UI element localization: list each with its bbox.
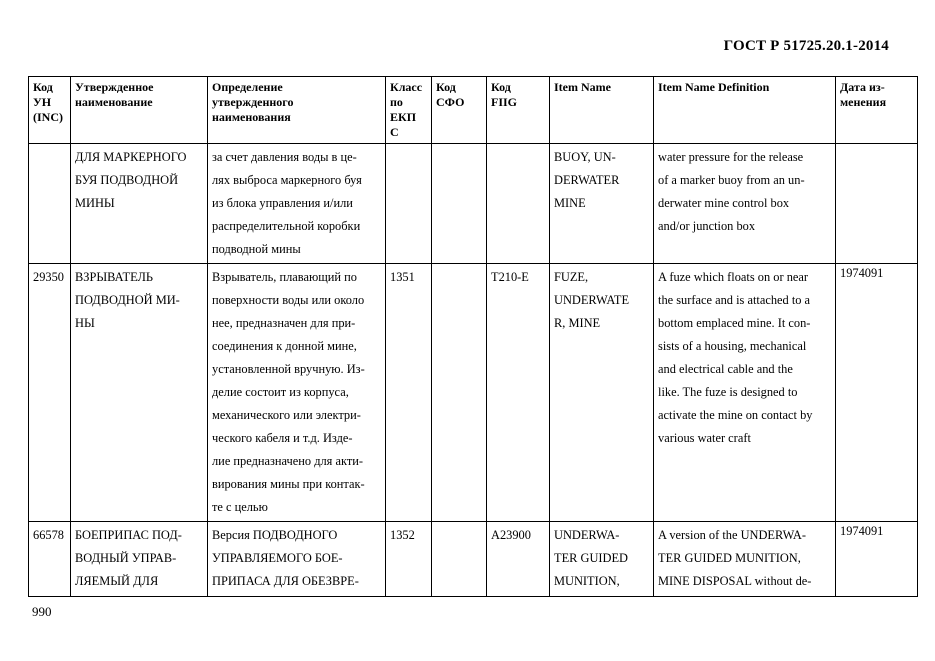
cell-sfo <box>432 264 487 522</box>
cell-class: 1351 <box>386 264 432 522</box>
header-inc: Код УН (INC) <box>29 77 71 144</box>
table-row <box>29 144 918 264</box>
cell-definition: Взрыватель, плавающий по поверхности воды или около нее, предназначен для при- соединения к донной мине, установленной вручную. Из- делие состоит из корпуса, механического или электри- ческого кабеля и т.д. Изде- лие предназначено для акти- вирования мины при контак- те с целью <box>208 264 386 522</box>
header-fiig: Код FIIG <box>487 77 550 144</box>
cell-sfo <box>432 144 487 264</box>
cell-definition: Версия ПОДВОДНОГО УПРАВЛЯЕМОГО БОЕ- ПРИПАСА ДЛЯ ОБЕЗВРЕ- <box>208 522 386 597</box>
header-approved-name: Утвержденное наименование <box>71 77 208 144</box>
cell-fiig: A23900 <box>487 522 550 597</box>
cell-change-date: 1974091 <box>836 522 918 597</box>
cell-change-date <box>836 144 918 264</box>
cell-item-definition: A version of the UNDERWA- TER GUIDED MUNITION, MINE DISPOSAL without de- <box>654 522 836 597</box>
cell-class: 1352 <box>386 522 432 597</box>
catalog-table <box>28 76 918 597</box>
cell-change-date: 1974091 <box>836 264 918 522</box>
table-header-row <box>29 77 918 144</box>
header-change-date: Дата из- менения <box>836 77 918 144</box>
cell-class <box>386 144 432 264</box>
cell-approved-name: ДЛЯ МАРКЕРНОГО БУЯ ПОДВОДНОЙ МИНЫ <box>71 144 208 264</box>
cell-item-name: UNDERWA- TER GUIDED MUNITION, <box>550 522 654 597</box>
cell-item-definition: A fuze which floats on or near the surface and is attached to a bottom emplaced mine. It con- sists of a housing, mechanical and electrical cable and the like. The fuze is designed to activate the mine on contact by various water craft <box>654 264 836 522</box>
header-definition: Определение утвержденного наименования <box>208 77 386 144</box>
cell-inc <box>29 144 71 264</box>
header-class: Класс по ЕКП С <box>386 77 432 144</box>
cell-inc: 29350 <box>29 264 71 522</box>
header-item-name: Item Name <box>550 77 654 144</box>
table-row <box>29 522 918 597</box>
cell-approved-name: БОЕПРИПАС ПОД- ВОДНЫЙ УПРАВ- ЛЯЕМЫЙ ДЛЯ <box>71 522 208 597</box>
header-item-definition: Item Name Definition <box>654 77 836 144</box>
cell-approved-name: ВЗРЫВАТЕЛЬ ПОДВОДНОЙ МИ- НЫ <box>71 264 208 522</box>
cell-sfo <box>432 522 487 597</box>
cell-definition: за счет давления воды в це- лях выброса маркерного буя из блока управления и/или распределительной коробки подводной мины <box>208 144 386 264</box>
cell-inc: 66578 <box>29 522 71 597</box>
cell-fiig: T210-E <box>487 264 550 522</box>
cell-item-definition: water pressure for the release of a marker buoy from an un- derwater mine control box and/or junction box <box>654 144 836 264</box>
table-row <box>29 264 918 522</box>
page-number: 990 <box>32 604 52 619</box>
document-code: ГОСТ Р 51725.20.1-2014 <box>723 38 889 54</box>
cell-item-name: FUZE, UNDERWATE R, MINE <box>550 264 654 522</box>
header-sfo: Код СФО <box>432 77 487 144</box>
cell-item-name: BUOY, UN- DERWATER MINE <box>550 144 654 264</box>
cell-fiig <box>487 144 550 264</box>
